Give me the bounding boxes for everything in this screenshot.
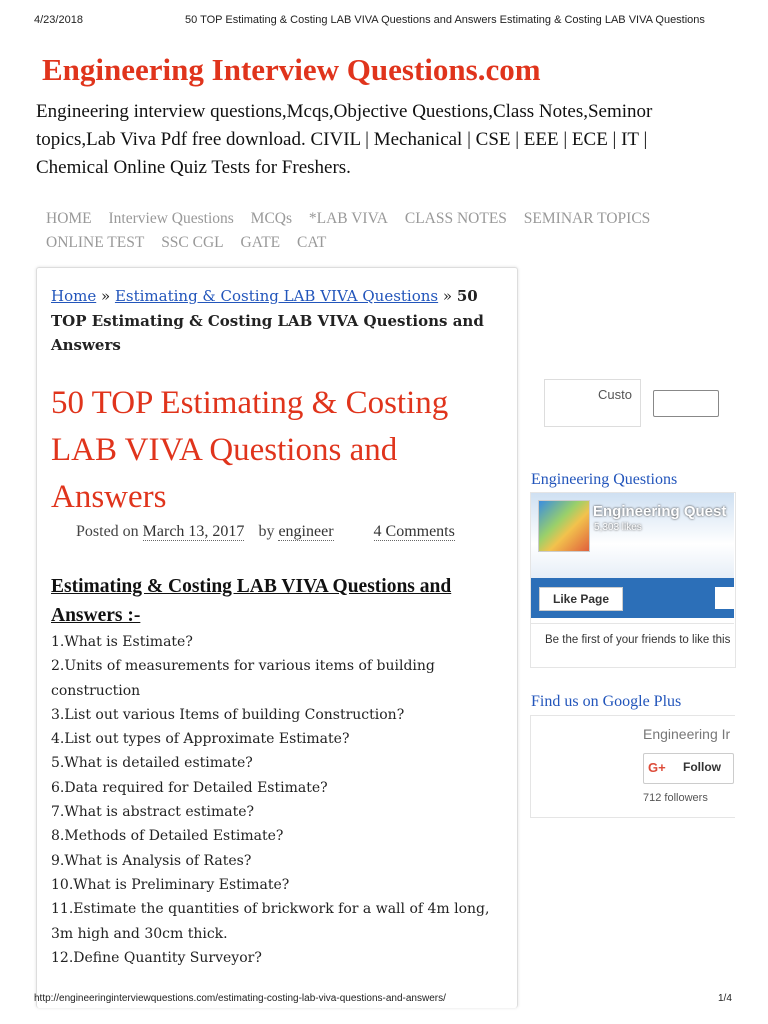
gplus-widget-title: Find us on Google Plus [531,693,682,710]
nav-item-seminar-topics[interactable]: SEMINAR TOPICS [523,210,651,227]
breadcrumb-separator: » [96,287,115,305]
list-item: 3.List out various Items of building Construction? [51,706,405,723]
gplus-followers-count: 712 followers [643,792,708,804]
main-nav [46,207,726,255]
list-item: 11.Estimate the quantities of brickwork for a wall of 4m long, 3m high and 30cm thick. [51,901,490,942]
breadcrumb [51,284,503,358]
nav-item-online-test[interactable]: ONLINE TEST [46,234,145,251]
list-item: 1.What is Estimate? [51,634,193,650]
nav-item-ssc-cgl[interactable]: SSC CGL [161,234,224,251]
nav-item-cat[interactable]: CAT [297,234,327,251]
list-item: 10.What is Preliminary Estimate? [51,876,290,893]
follow-label: Follow [683,760,721,774]
fb-like-button[interactable]: Like Page [539,587,623,611]
post-date-link[interactable]: March 13, 2017 [142,523,245,540]
breadcrumb-current: 50 TOP Estimating & Costing LAB VIVA Questions and Answers [51,287,484,354]
nav-item-mcqs[interactable]: MCQs [250,210,293,227]
fb-like-count: 5,303 likes [594,522,642,533]
page-number: 1/4 [718,993,732,1004]
fb-page-logo[interactable] [538,500,590,552]
section-heading: Estimating & Costing LAB VIVA Questions and Answers :- [51,576,452,626]
question-list [51,630,501,970]
nav-item-class-notes[interactable]: CLASS NOTES [404,210,507,227]
posted-on-label: Posted on [76,523,139,540]
list-item: 9.What is Analysis of Rates? [51,852,252,869]
post-title: 50 TOP Estimating & Costing LAB VIVA Questions and Answers [51,385,449,515]
post-meta [76,523,455,541]
breadcrumb-home-link[interactable]: Home [51,287,97,305]
fb-widget-title: Engineering Questions [531,471,678,488]
gplus-follow-button[interactable] [643,753,734,784]
print-date: 4/23/2018 [34,14,83,26]
print-url: http://engineeringinterviewquestions.com/estimating-costing-lab-viva-questions-and-answers/ [34,993,446,1004]
list-item: 8.Methods of Detailed Estimate? [51,828,284,845]
search-button[interactable] [653,390,719,417]
site-title[interactable]: Engineering Interview Questions.com [42,52,541,87]
comments-link[interactable]: 4 Comments [373,523,455,540]
list-item: 12.Define Quantity Surveyor? [51,949,262,966]
nav-item-lab-viva[interactable]: *LAB VIVA [308,210,388,227]
breadcrumb-category-link[interactable]: Estimating & Costing LAB VIVA Questions [114,287,439,305]
nav-item-home[interactable]: HOME [46,210,92,227]
list-item: 6.Data required for Detailed Estimate? [51,779,328,796]
fb-share-button[interactable] [715,587,734,609]
gplus-page-name[interactable]: Engineering Ir [643,726,731,742]
by-label: by [258,523,275,540]
list-item: 7.What is abstract estimate? [51,804,254,821]
print-title: 50 TOP Estimating & Costing LAB VIVA Questions and Answers Estimating & Costing LAB VIVA Questions [185,14,705,26]
fb-friends-text: Be the first of your friends to like this [545,634,731,646]
divider [531,623,734,624]
fb-page-name[interactable]: Engineering Quest [593,503,727,520]
nav-item-interview-questions[interactable]: Interview Questions [108,210,234,227]
nav-item-gate[interactable]: GATE [240,234,281,251]
breadcrumb-separator: » [438,287,457,305]
list-item: 2.Units of measurements for various items of building construction [51,658,435,699]
search-input[interactable]: Custo [598,387,632,402]
list-item: 5.What is detailed estimate? [51,755,253,772]
site-description: Engineering interview questions,Mcqs,Objective Questions,Class Notes,Seminor topics,Lab Viva Pdf free download. CIVIL | Mechanical | CSE | EEE | ECE | IT | Chemical Online Quiz Tests for Freshers. [36,101,653,178]
list-item: 4.List out types of Approximate Estimate? [51,731,350,748]
author-link[interactable]: engineer [278,523,334,540]
google-plus-icon: G+ [648,760,666,775]
